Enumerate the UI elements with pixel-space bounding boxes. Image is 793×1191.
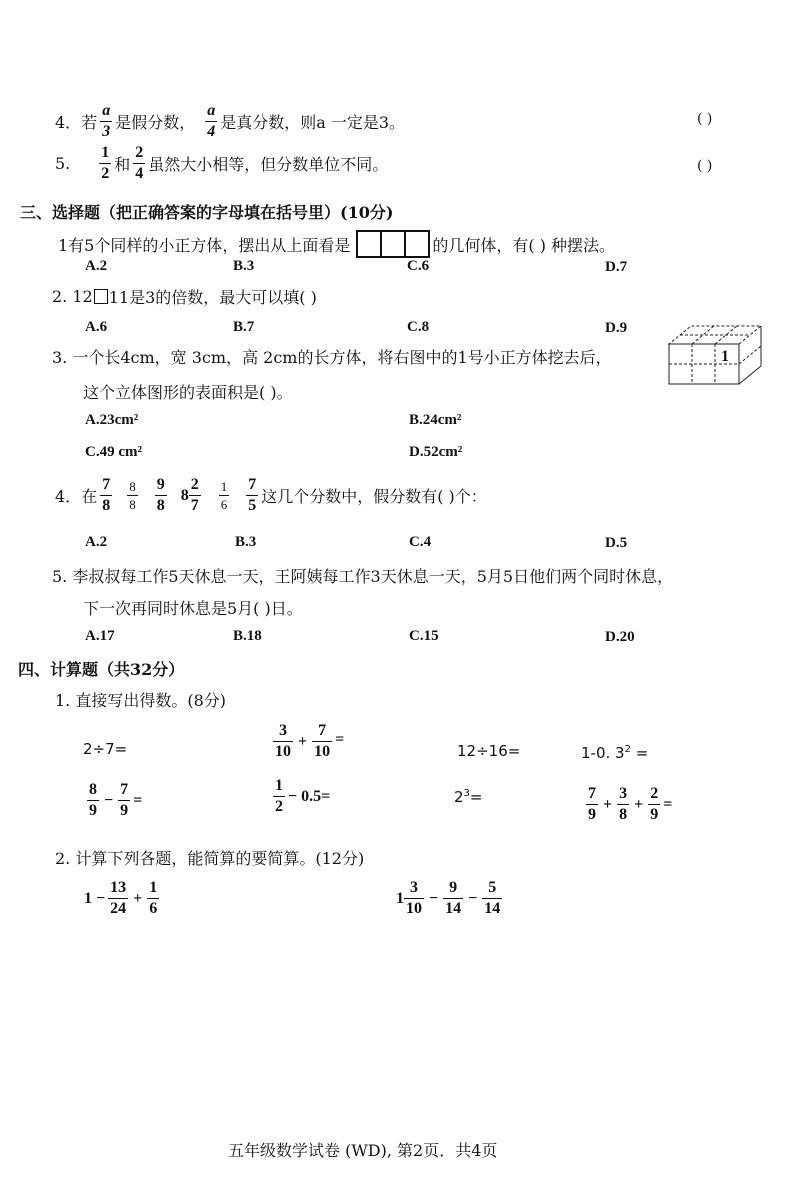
option[interactable]: C.4 [409,534,432,550]
choice-q3-line2: 这个立体图形的表面积是( )。 [83,383,293,402]
option[interactable]: D.5 [605,535,628,551]
judge-q4: 4． 若 $\frac{a}{3}$ 是假分数， $\frac{a}{4}$ 是真分数，则a 一定是3。 [55,102,406,140]
option[interactable]: D.7 [605,259,628,275]
calc-expr: $2^3=$ [454,788,483,806]
calc-expr: $\frac{3}{10}$ + $\frac{7}{10}$ = [275,722,345,760]
fraction: $\frac{1}{6}$ [220,479,228,512]
option[interactable]: A.2 [85,258,108,274]
option[interactable]: C.15 [409,628,439,644]
calc-part1-title: 1. 直接写出得数。(8分) [55,691,227,710]
option[interactable]: C.49 cm² [85,444,142,460]
option[interactable]: A.2 [85,534,108,550]
calc-part2-title: 2. 计算下列各题，能简算的要简算。(12分) [55,849,365,868]
option[interactable]: B.7 [233,319,255,335]
choice-q3-line1: 3. 一个长4cm，宽 3cm，高 2cm的长方体，将右图中的1号小正方体挖去后， [52,348,612,367]
choice-q2: 2. 12 11是3的倍数，最大可以填( ) [52,287,317,307]
fraction: $\frac{9}{8}$ [156,476,165,514]
option[interactable]: C.6 [407,258,430,274]
choice-q4: 4． 在 $\frac{7}{8}$ $\frac{8}{8}$ $\frac{9}{8}$ 8 $\frac{2}{7}$ $\frac{1}{6}$ $\frac{7}{5}$ 这几个分数中，假分数有( )个： [55,476,487,514]
top-view-figure [356,230,430,258]
q-number: 5. [55,154,71,173]
page-footer: 五年级数学试卷 (WD), 第2页．共4页 [228,1141,498,1160]
calc-expr: 12÷16= [457,742,521,760]
fraction: $\frac{7}{8}$ [102,476,111,514]
judge-q5: 5. $\frac{1}{2}$ 和 $\frac{2}{4}$ 虽然大小相等，但分数单位不同。 [55,144,389,182]
option[interactable]: D.52cm² [409,444,463,460]
option[interactable]: B.3 [233,258,255,274]
section-title-calc: 四、计算题（共32分） [18,660,185,679]
q-number: 4． [55,487,82,506]
option[interactable]: A.6 [85,319,108,335]
answer-paren[interactable]: ( ) [697,111,713,127]
calc-expr: 1 $\frac{3}{10}$ − $\frac{9}{14}$ − $\frac{5}{14}$ [396,879,501,917]
q-number: 4． [55,113,82,132]
fraction: $\frac{1}{2}$ [101,144,110,182]
calc-expr: 1 − $\frac{13}{24}$ + $\frac{1}{6}$ [84,879,158,917]
calc-expr: $\frac{8}{9}$ − $\frac{7}{9}$ = [89,781,143,819]
cuboid-figure [665,322,765,388]
calc-expr: $\frac{7}{9}$ + $\frac{3}{8}$ + $\frac{2}{9}$ = [588,785,673,823]
calc-expr: 2÷7= [83,740,128,758]
section-title-choice: 三、选择题（把正确答案的字母填在括号里）(10分) [20,203,394,222]
fraction: $\frac{8}{8}$ [129,479,136,512]
fraction: $\frac{2}{4}$ [135,144,144,182]
option[interactable]: A.17 [85,628,115,644]
calc-expr: $\frac{1}{2}$ − 0.5= [275,777,331,815]
option[interactable]: B.3 [235,534,257,550]
choice-q5-line2: 下一次再同时休息是5月( )日。 [83,599,303,618]
answer-paren[interactable]: ( ) [697,158,713,174]
calc-expr: 1-0. $3^2$ = [581,744,649,762]
choice-q1: 1有5个同样的小正方体，摆出从上面看是 的几何体，有( ) 种摆法。 [58,230,615,258]
option[interactable]: A.23cm² [85,412,139,428]
option[interactable]: B.24cm² [409,412,462,428]
option[interactable]: C.8 [407,319,430,335]
mixed-number: 8 $\frac{2}{7}$ [180,476,199,514]
choice-q5-line1: 5. 李叔叔每工作5天休息一天，王阿姨每工作3天休息一天，5月5日他们两个同时休息， [52,567,674,586]
option[interactable]: D.20 [605,629,635,645]
option[interactable]: D.9 [605,320,628,336]
blank-box [94,289,108,304]
option[interactable]: B.18 [233,628,262,644]
fraction: $\frac{a}{4}$ [207,102,216,140]
fraction: $\frac{a}{3}$ [102,102,111,140]
fraction: $\frac{7}{5}$ [248,476,257,514]
cube-label: 1 [721,348,729,365]
